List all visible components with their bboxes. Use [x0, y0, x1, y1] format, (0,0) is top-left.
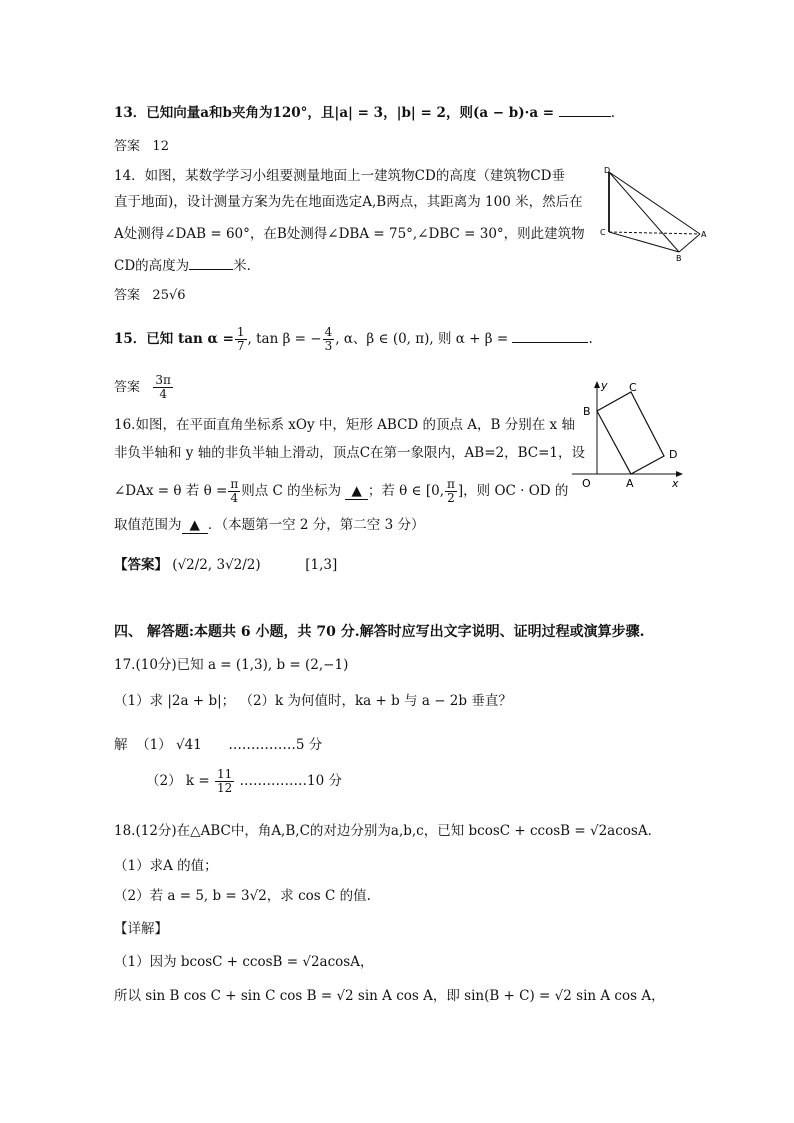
- q14-line1: 14．如图，某数学学习小组要测量地面上一建筑物CD的高度（建筑物CD垂: [114, 168, 565, 184]
- q16-label-x: x: [672, 477, 679, 490]
- q16-label-d: D: [669, 448, 678, 461]
- q15-text-a: 15．已知 tan α =: [114, 331, 234, 347]
- q16-line3-a: ∠DAx = θ 若 θ =: [114, 483, 228, 499]
- q14-answer-label: 答案: [114, 288, 141, 303]
- q17-sol2-score: ……………10 分: [239, 773, 343, 789]
- q17-sol1-line: [114, 736, 322, 754]
- q15-line: 15．已知 tan α = $\frac{1}{7}$ , tan β = − $\frac{4}{3}$ , α、β ∈ (0, π), 则 α + β = .: [114, 325, 593, 353]
- q16-rectangle: [597, 392, 664, 474]
- q16-line3-b: 则点 C 的坐标为: [241, 483, 342, 499]
- q14-line-ab: [679, 234, 700, 252]
- section4-title: 四、 解答题:本题共 6 小题，共 70 分.解答时应写出文字说明、证明过程或演算步骤.: [114, 624, 645, 640]
- q14-line4-b: 米．: [233, 258, 261, 274]
- q16-line3-e: ]，则 OC · OD 的: [457, 483, 569, 499]
- q15-blank: [512, 330, 588, 343]
- q13-blank: [559, 104, 611, 117]
- q16-line3-d: ；若 θ ∈ [0,: [367, 483, 444, 499]
- q16-answer-line: [114, 556, 337, 574]
- q14-line2: 直于地面)，设计测量方案为先在地面选定A,B两点，其距离为 100 米，然后在: [114, 194, 583, 210]
- q18-d2: 所以 sin B cos C + sin C cos B = √2 sin A cos A，即 sin(B + C) = √2 sin A cos A，: [114, 988, 665, 1004]
- q16-label-b: B: [583, 405, 591, 418]
- q15-frac1: $\frac{1}{7}$: [236, 325, 245, 353]
- q14-label-b: B: [676, 254, 682, 263]
- q13-answer: 12: [152, 139, 169, 154]
- q17-sub: （1）求 |2a + b|； （2）k 为何值时，ka + b 与 a − 2b 垂直？: [114, 693, 512, 709]
- q16-label-y: y: [601, 379, 608, 392]
- q14-figure: [596, 164, 708, 264]
- q16-axis-y-arrow: [594, 381, 600, 388]
- q16-answer2: [1,3]: [305, 557, 338, 573]
- q18-stem: 18.(12分)在△ABC中，角A,B,C的对边分别为a,b,c，已知 bcosC + ccosB = √2acosA．: [114, 823, 662, 839]
- q14-label-d: D: [604, 166, 611, 175]
- q17-sol2-a: （2） k =: [146, 773, 210, 789]
- q16-line1: 16.如图，在平面直角坐标系 xOy 中，矩形 ABCD 的顶点 A，B 分别在 x 轴: [114, 417, 575, 433]
- q14-answer-line: [114, 287, 186, 305]
- q15-answer-line: [114, 374, 174, 401]
- q16-label-o: O: [582, 477, 591, 490]
- q16-answer-label: 【答案】: [114, 557, 168, 573]
- q17-sol2-line: [146, 768, 342, 795]
- q15-answer: $\frac{3\pi}{4}$: [155, 373, 171, 401]
- q16-line3: [114, 478, 568, 505]
- q16-label-c: C: [629, 381, 637, 394]
- q17-sol-label: 解: [114, 737, 128, 753]
- q16-frac1: $\frac{\pi}{4}$: [230, 477, 239, 505]
- q16-line4-text: 取值范围为: [114, 517, 182, 533]
- q17-sol1-score: ……………5 分: [228, 737, 323, 753]
- q14-label-a: A: [701, 230, 707, 239]
- q17-sol1: （1） √41: [136, 737, 202, 753]
- q17-sol2-frac: $\frac{11}{12}$: [216, 767, 233, 795]
- q14-line3: A处测得∠DAB = 60°，在B处测得∠DBA = 75°,∠DBC = 30°，则此建筑物: [114, 226, 585, 242]
- q18-p2: （2）若 a = 5, b = 3√2，求 cos C 的值.: [114, 888, 371, 904]
- q13-text: 13．已知向量a和b夹角为120°，且|a| = 3，|b| = 2，则(a − b)·a =: [114, 105, 559, 121]
- q13-line: 13．已知向量a和b夹角为120°，且|a| = 3，|b| = 2，则(a − b)·a = .: [114, 105, 616, 121]
- q16-frac2: $\frac{\pi}{2}$: [447, 477, 455, 505]
- q16-line4: [114, 516, 424, 534]
- q18-detail: 【详解】: [114, 921, 168, 937]
- q15-text-b: , tan β = −: [247, 331, 322, 347]
- q13-answer-line: [114, 138, 169, 156]
- q18-d1: （1）因为 bcosC + ccosB = √2acosA，: [114, 954, 374, 970]
- q15-frac2: $\frac{4}{3}$: [324, 325, 333, 353]
- q14-blank: [189, 257, 233, 270]
- q15-answer-label: 答案: [114, 380, 141, 395]
- q16-answer1: (√2/2, 3√2/2): [172, 557, 261, 573]
- q15-text-c: , α、β ∈ (0, π), 则 α + β =: [335, 331, 513, 347]
- q18-p1: （1）求A 的值；: [114, 858, 218, 874]
- q14-answer: 25√6: [152, 288, 186, 303]
- q17-stem: 17.(10分)已知 a = (1,3), b = (2,−1): [114, 657, 349, 673]
- q14-line-cb: [609, 232, 679, 252]
- q16-line4-tail: ．（本题第一空 2 分，第二空 3 分）: [207, 517, 425, 533]
- q14-line4: [114, 257, 260, 275]
- q16-line2: 非负半轴和 y 轴的非负半轴上滑动，顶点C在第一象限内，AB=2，BC=1，设: [114, 445, 586, 461]
- q14-line4-a: CD的高度为: [114, 258, 190, 274]
- q16-label-a: A: [626, 477, 634, 490]
- q16-mark2: ▲: [182, 517, 208, 534]
- q16-figure: [568, 378, 688, 490]
- q14-line-ca: [609, 232, 700, 234]
- q14-label-c: C: [600, 228, 606, 237]
- q13-answer-label: 答案: [114, 139, 141, 154]
- q16-mark1: ▲: [345, 483, 367, 500]
